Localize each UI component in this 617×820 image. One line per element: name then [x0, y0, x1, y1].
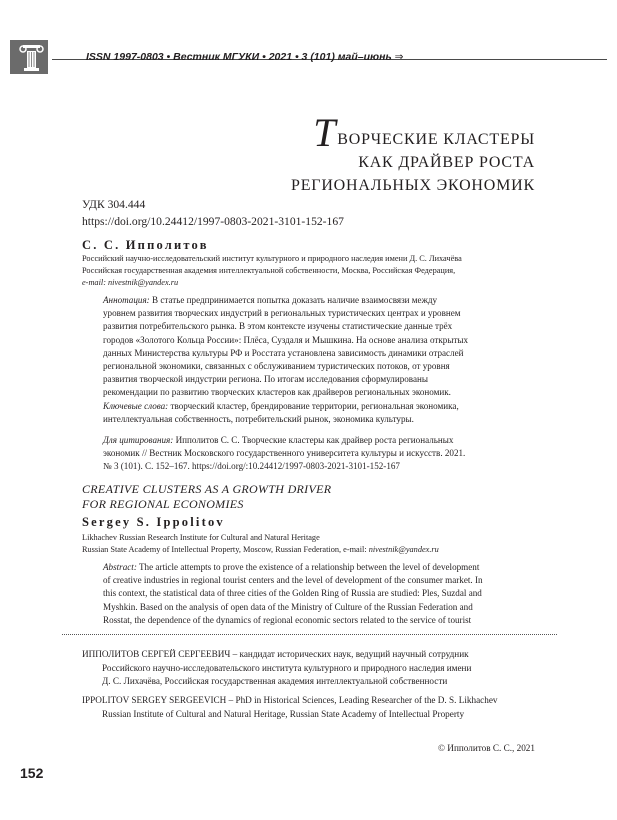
page-number: 152	[20, 765, 44, 781]
footnote-divider	[62, 634, 557, 635]
annotation-line: Аннотация: В статье предпринимается попытка доказать наличие взаимосвязи между	[103, 295, 438, 305]
annotation-line: городов «Золотого Кольца России»: Плёса, Суздаля и Мышкина. На основе анализа открытых	[103, 334, 469, 345]
title-line-3: РЕГИОНАЛЬНЫХ ЭКОНОМИК	[291, 177, 535, 194]
title-line-2: КАК ДРАЙВЕР РОСТА	[358, 154, 535, 171]
author-bio-en: IPPOLITOV SERGEY SERGEEVICH – PhD in Historical Sciences, Leading Researcher of the D. S. Likhachev Russian Institute of Cultural and Natural Heritage, Russian State Academy of Intellectual Property	[82, 695, 498, 719]
annotation-line: данных Министерства культуры РФ и Росстата установлена зависимость динамики отраслей	[103, 347, 464, 358]
annotation-line: региональной экономики, связанных с обслуживанием туристических потоков, от уровня	[103, 361, 450, 372]
annotation-line: развития творческой индустрии региона. По итогам исследования сформулированы	[103, 374, 428, 385]
udk-code: УДК 304.444	[82, 198, 146, 211]
annotation-line: уровнем развития творческих индустрий в региональных туристических центрах и уровнем	[103, 308, 461, 319]
author-name-ru: С. С. Ипполитов	[82, 238, 209, 252]
article-title	[291, 110, 535, 197]
author-email-en[interactable]: nivestnik@yandex.ru	[368, 545, 439, 554]
copyright-notice: © Ипполитов С. С., 2021	[438, 743, 535, 753]
title-dropcap: Т	[313, 110, 337, 155]
abstract-en: Abstract: The article attempts to prove the existence of a relationship between the level of development of creative industries in regional tourist centers and the level of development of the consumer market. In this context, the statistical data of three cities of the Golden Ring of Russia are studied: Ples, Suzdal and Myshkin. Based on the analysis of open data of the Ministry of Culture of the Russian Federation and Rosstat, the dependence of the dynamics of regional economic sectors related to the service of tourist	[103, 562, 483, 625]
citation-doi: № 3 (101). С. 152–167. https://doi.org/:10.24412/1997-0803-2021-3101-152-167	[103, 461, 400, 472]
author-email-ru[interactable]: e-mail: nivestnik@yandex.ru	[82, 278, 179, 287]
annotation-label: Аннотация:	[103, 295, 150, 305]
keywords-label: Ключевые слова:	[103, 401, 169, 411]
author-bio-ru: ИППОЛИТОВ СЕРГЕЙ СЕРГЕЕВИЧ – кандидат исторических наук, ведущий научный сотрудник Российского научно-исследовательского института культурного и природного наследия имени Д. С. Лихачёва, Российская государственная академия интеллектуальной собственности	[82, 649, 472, 686]
affiliation-ru-2: Российская государственная академия интеллектуальной собственности, Москва, Российская Федерация,	[82, 266, 456, 275]
abstract-label: Abstract:	[103, 562, 137, 572]
doi-link[interactable]: https://doi.org/10.24412/1997-0803-2021-3101-152-167	[82, 215, 344, 228]
next-arrow-icon: ⇒	[394, 51, 404, 63]
journal-logo-icon	[10, 40, 48, 74]
annotation-line: развития потребительского рынка. В этом контексте изучены статистические данные трёх	[103, 321, 453, 332]
title-line-1-text: ВОРЧЕСКИЕ КЛАСТЕРЫ	[337, 131, 535, 148]
affiliation-en-1: Likhachev Russian Research Institute for Cultural and Natural Heritage	[82, 533, 320, 542]
journal-line-text: ISSN 1997-0803 • Вестник МГУКИ • 2021 • 3 (101) май–июнь	[86, 51, 392, 63]
citation-label: Для цитирования:	[103, 435, 174, 445]
citation-ru: Для цитирования: Ипполитов С. С. Творческие кластеры как драйвер роста региональных экономик // Вестник Московского государственного университета культуры и искусств. 2021. № 3 (101). С. 152–167. https://doi.org/:10.24412/1997-0803-2021-3101-152-167	[103, 434, 537, 474]
running-header	[10, 40, 607, 76]
author-name-en: Sergey S. Ippolitov	[82, 515, 225, 529]
affiliation-ru-1: Российский научно-исследовательский институт культурного и природного наследия имени Д. С. Лихачёва	[82, 254, 462, 263]
journal-issn-line	[86, 51, 403, 63]
title-line-1	[291, 110, 535, 155]
keywords-ru: Ключевые слова: творческий кластер, брендирование территории, региональная экономика, интеллектуальная собственность, потребительский рынок, экономика культуры.	[103, 401, 459, 425]
annotation-ru	[103, 294, 537, 400]
affiliation-en-2: Russian State Academy of Intellectual Property, Moscow, Russian Federation, e-mail: nivestnik@yandex.ru	[82, 545, 439, 554]
article-title-en: CREATIVE CLUSTERS AS A GROWTH DRIVER FOR REGIONAL ECONOMIES	[82, 482, 332, 511]
annotation-line: рекомендации по развитию творческих кластеров как драйверов региональных экономик.	[103, 387, 451, 398]
